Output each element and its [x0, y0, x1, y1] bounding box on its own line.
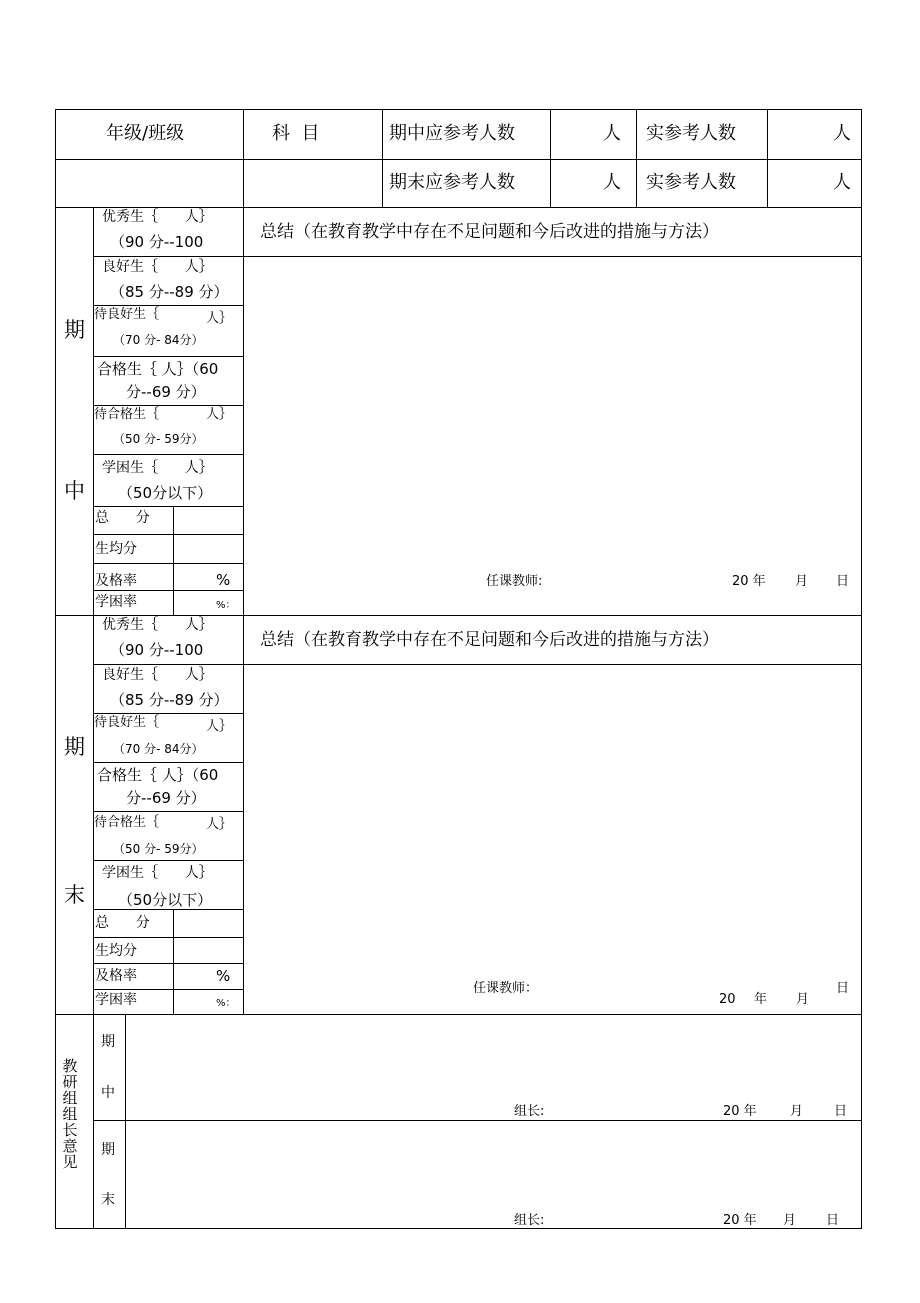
- stat-label-pass-rate: 及格率: [95, 968, 137, 984]
- rule: [243, 109, 244, 207]
- stat-label-struggling-rate: 学困率: [95, 594, 137, 610]
- rule: [243, 207, 244, 1014]
- grade-range: （50分以下）: [118, 484, 213, 502]
- rule: [636, 109, 637, 207]
- grade-range: 分--69 分）: [126, 789, 206, 807]
- grade-range: （90 分--100: [110, 233, 204, 251]
- stat-label-struggling-rate: 学困率: [95, 992, 137, 1008]
- rule: [93, 762, 243, 763]
- grade-label: 人｝: [206, 817, 233, 832]
- opinion-term-char: 中: [101, 1085, 115, 1101]
- rule: [93, 963, 243, 964]
- rule: [55, 1228, 862, 1229]
- date-year: 20: [719, 992, 736, 1007]
- rule: [55, 207, 862, 208]
- rule: [93, 860, 243, 861]
- rule: [93, 1120, 861, 1121]
- grade-label: 待良好生｛: [94, 307, 160, 322]
- grade-label: 待良好生｛: [94, 715, 160, 730]
- grade-label: 人｝: [206, 719, 233, 734]
- grade-label: 优秀生｛ 人｝: [102, 209, 213, 225]
- leader-label: 组长:: [514, 1213, 545, 1228]
- rule: [173, 909, 174, 1014]
- section-label-char: 中: [64, 479, 85, 503]
- rule: [93, 811, 243, 812]
- date-day: 日: [836, 981, 850, 996]
- rule: [55, 109, 56, 1229]
- person-unit: 人: [603, 172, 621, 193]
- date-year: 20 年: [732, 574, 766, 589]
- actual-count-label: 实参考人数: [646, 172, 736, 193]
- date-month: 月: [783, 1213, 797, 1228]
- stat-label-total: 总 分: [95, 510, 150, 526]
- opinion-term-char: 期: [101, 1142, 115, 1158]
- rule: [93, 563, 243, 564]
- stat-value-pass-rate: %: [216, 571, 231, 589]
- rule: [93, 534, 243, 535]
- midterm-expected-label: 期中应参考人数: [389, 123, 515, 144]
- grade-range: （70 分- 84分）: [113, 333, 204, 347]
- date-month: 月: [790, 1104, 804, 1119]
- stat-label-total: 总 分: [95, 915, 150, 931]
- rule: [93, 506, 243, 507]
- rule: [767, 109, 768, 207]
- grade-range: （50分以下）: [118, 891, 213, 909]
- grade-label: 优秀生｛ 人｝: [102, 617, 213, 633]
- grade-label: 学困生｛ 人｝: [102, 460, 213, 476]
- grade-label: 良好生｛ 人｝: [102, 259, 213, 275]
- stat-value-struggling-rate: %：: [216, 998, 236, 1009]
- rule: [93, 664, 243, 665]
- rule: [243, 256, 861, 257]
- rule: [93, 356, 243, 357]
- date-day: 日: [834, 1104, 848, 1119]
- rule: [382, 109, 383, 207]
- rule: [93, 256, 243, 257]
- rule: [93, 305, 243, 306]
- grade-label: 人｝: [206, 407, 233, 422]
- person-unit: 人: [833, 172, 851, 193]
- grade-range: （50 分- 59分）: [113, 432, 204, 446]
- date-day: 日: [836, 574, 850, 589]
- rule: [243, 664, 861, 665]
- stat-label-pass-rate: 及格率: [95, 573, 137, 589]
- rule: [55, 615, 862, 616]
- actual-count-label: 实参考人数: [646, 123, 736, 144]
- date-year: 20 年: [723, 1104, 757, 1119]
- grade-range: （85 分--89 分）: [110, 283, 229, 301]
- section-label-char: 期: [64, 735, 85, 759]
- grade-range: （90 分--100: [110, 641, 204, 659]
- date-year: 20 年: [723, 1213, 757, 1228]
- leader-label: 组长:: [514, 1104, 545, 1119]
- final-expected-label: 期末应参考人数: [389, 172, 515, 193]
- grade-label: 良好生｛ 人｝: [102, 667, 213, 683]
- summary-title: 总结（在教育教学中存在不足问题和今后改进的措施与方法）: [260, 630, 719, 650]
- date-month: 月: [795, 574, 809, 589]
- grade-label: 待合格生｛: [94, 815, 160, 830]
- opinion-vertical-label: 教研组组长意见: [62, 1057, 78, 1171]
- opinion-term-char: 期: [101, 1034, 115, 1050]
- person-unit: 人: [833, 123, 851, 144]
- rule: [55, 1014, 862, 1015]
- grade-label: 合格生｛ 人｝（60: [97, 766, 219, 784]
- stat-value-pass-rate: %: [216, 967, 231, 985]
- grade-label: 合格生｛ 人｝（60: [97, 360, 219, 378]
- subject-label: 科 目: [272, 123, 320, 144]
- grade-range: （50 分- 59分）: [113, 842, 204, 856]
- rule: [93, 590, 243, 591]
- grade-class-label: 年级/班级: [106, 123, 185, 144]
- date-day: 日: [826, 1213, 840, 1228]
- grade-label: 学困生｛ 人｝: [102, 865, 213, 881]
- grade-range: 分--69 分）: [126, 383, 206, 401]
- grade-label: 待合格生｛: [94, 407, 160, 422]
- grade-label: 人｝: [206, 311, 233, 326]
- opinion-term-char: 末: [101, 1192, 115, 1208]
- grade-range: （85 分--89 分）: [110, 691, 229, 709]
- rule: [93, 937, 243, 938]
- person-unit: 人: [603, 123, 621, 144]
- rule: [125, 1014, 126, 1229]
- stat-value-struggling-rate: %：: [216, 600, 236, 611]
- rule: [55, 159, 862, 160]
- rule: [93, 713, 243, 714]
- rule: [93, 909, 243, 910]
- rule: [173, 506, 174, 615]
- teacher-label: 任课教师：: [473, 981, 539, 996]
- stat-label-average: 生均分: [95, 943, 137, 959]
- section-label-char: 期: [64, 318, 85, 342]
- summary-title: 总结（在教育教学中存在不足问题和今后改进的措施与方法）: [260, 222, 719, 242]
- grade-range: （70 分- 84分）: [113, 742, 204, 756]
- rule: [861, 109, 862, 1229]
- rule: [93, 405, 243, 406]
- date-year-unit: 年: [754, 992, 768, 1007]
- rule: [93, 454, 243, 455]
- rule: [55, 109, 862, 110]
- rule: [93, 989, 243, 990]
- teacher-label: 任课教师:: [486, 574, 543, 589]
- stat-label-average: 生均分: [95, 541, 137, 557]
- rule: [550, 109, 551, 207]
- date-month: 月: [796, 992, 810, 1007]
- section-label-char: 末: [64, 883, 85, 907]
